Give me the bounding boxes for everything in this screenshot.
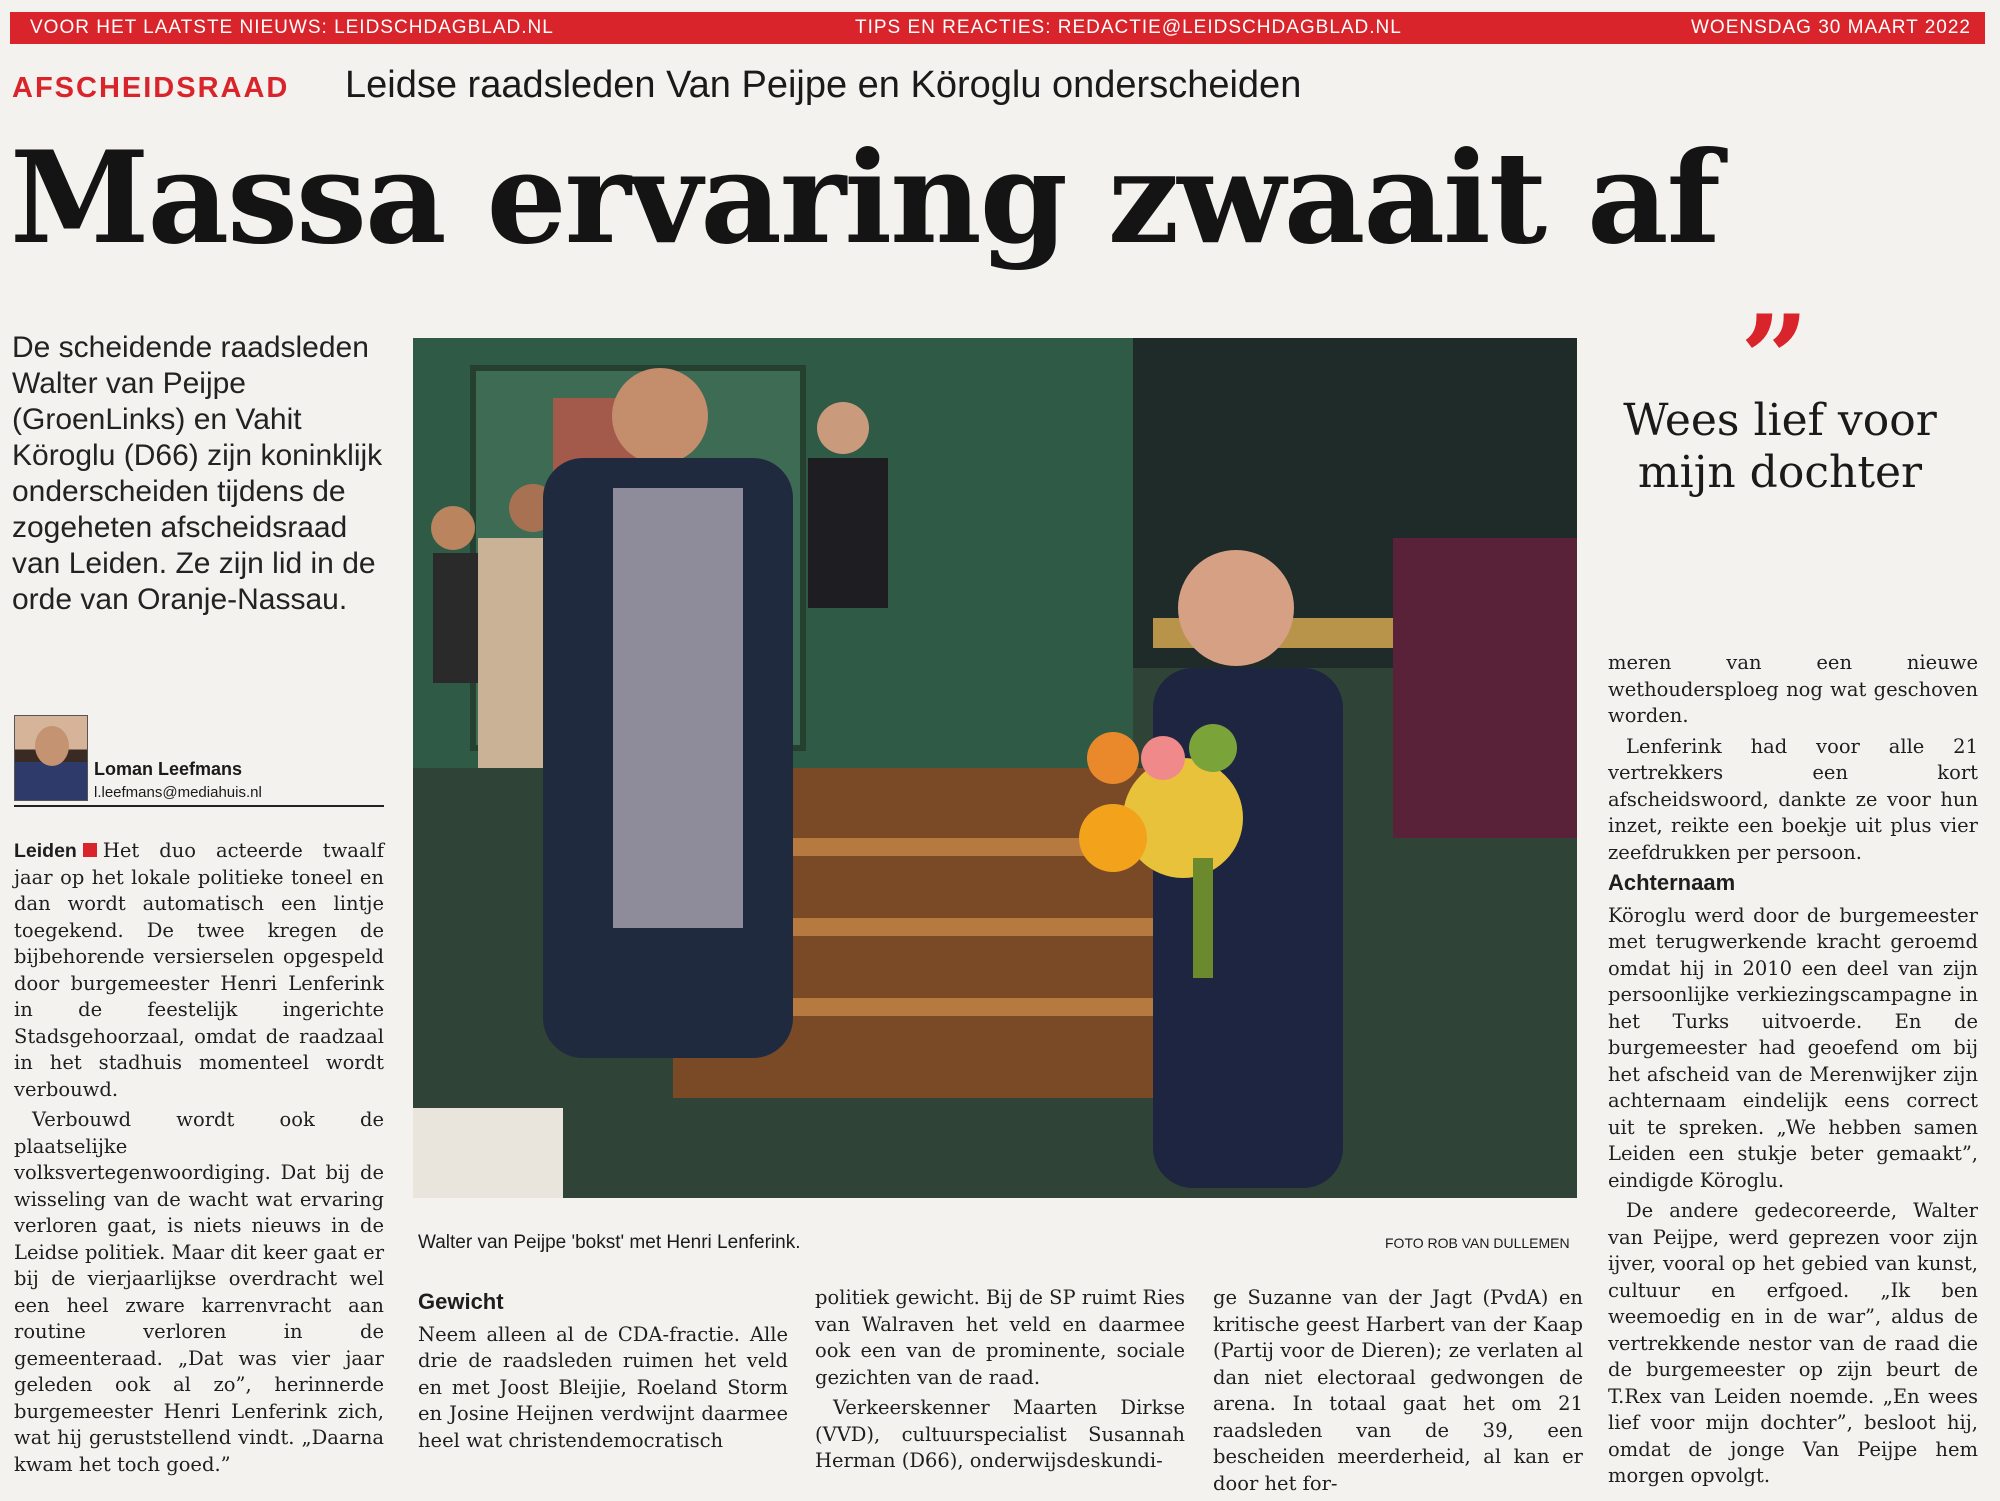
paragraph: politiek gewicht. Bij de SP ruimt Ries van Walraven het veld en daarmee ook een van de prominente, sociale gezichten van de raad. — [815, 1286, 1185, 1389]
column-4 — [1213, 1285, 1583, 1501]
photo-credit: FOTO ROB VAN DULLEMEN — [1385, 1235, 1570, 1251]
article-photo — [413, 338, 1577, 1198]
section-heading: Achternaam — [1608, 870, 1736, 895]
author-avatar — [14, 715, 88, 801]
column-3 — [815, 1285, 1185, 1479]
author-name: Loman Leefmans — [94, 759, 243, 779]
paragraph: Köroglu werd door de burgemeester met terugwerkende kracht geroemd omdat hij in 2010 een deel van zijn persoonlijke verkiezingscampagne in het Turks uitvoerde. En de burgemeester had geoefend om bij het afscheid van de Merenwijker zijn achternaam eindelijk eens correct uit te spreken. „We hebben samen Leiden een stukje beter gemaakt”, eindigde Köroglu. — [1608, 903, 1978, 1192]
issue-date: WOENSDAG 30 MAART 2022 — [1690, 17, 1971, 38]
paragraph: Neem alleen al de CDA-fractie. Alle drie de raadsleden ruimen het veld en met Joost Bleijie, Roeland Storm en Josine Heijnen verdwijnt daarmee heel wat christendemocratisch — [418, 1322, 788, 1452]
article-intro: De scheidende raadsleden Walter van Peijpe (GroenLinks) en Vahit Köroglu (D66) zijn koninklijk onderscheiden tijdens de zogeheten afscheidsraad van Leiden. Ze zijn lid in de orde van Oranje-Nassau. — [12, 331, 383, 616]
photo-caption: Walter van Peijpe 'bokst' met Henri Lenferink. — [418, 1232, 801, 1253]
paragraph: ge Suzanne van der Jagt (PvdA) en kritische geest Harbert van der Kaap (Partij voor de Dieren); ze verlaten al dan niet electoraal gedwongen de arena. In totaal gaat het om 21 raadsleden van de 39, een bescheiden meerderheid, al kan er door het for- — [1213, 1286, 1583, 1495]
byline — [14, 715, 384, 807]
dateline-square-icon — [83, 843, 97, 857]
paragraph: Lenferink had voor alle 21 vertrekkers een kort afscheidswoord, dankte ze voor hun inzet, reikte een boekje uit plus vier zeefdrukken per persoon. — [1608, 734, 1978, 864]
quote-mark-icon: ” — [1740, 289, 1810, 430]
article-subhead: Leidse raadsleden Van Peijpe en Köroglu onderscheiden — [345, 64, 1302, 106]
column-2 — [418, 1285, 788, 1458]
article-headline: Massa ervaring zwaait af — [10, 124, 1719, 272]
column-5 — [1608, 650, 1978, 1494]
news-link[interactable]: VOOR HET LAATSTE NIEUWS: LEIDSCHDAGBLAD.NL — [30, 17, 554, 38]
article-kicker: AFSCHEIDSRAAD — [12, 72, 290, 104]
tips-link[interactable]: TIPS EN REACTIES: REDACTIE@LEIDSCHDAGBLAD.NL — [855, 17, 1402, 38]
paragraph: Leiden Het duo acteerde twaalf jaar op het lokale politieke toneel en dan wordt automatisch een lintje toegekend. De twee kregen de bijbehorende versierselen opgespeld door burgemeester Henri Lenferink in de feestelijk ingerichte Stadsgehoorzaal, omdat de raadzaal in het stadhuis momenteel wordt verbouwd. — [14, 839, 384, 1101]
paragraph: De andere gedecoreerde, Walter van Peijpe, werd geprezen voor zijn ijver, vooral op het gebied van kunst, cultuur en erfgoed. „Ik ben weemoedig en in de war”, aldus de vertrekkende nestor van de raad die de burgemeester op zijn beurt de T.Rex van Leiden noemde. „En wees lief voor mijn dochter”, besloot hij, omdat de jonge Van Peijpe hem morgen opvolgt. — [1608, 1199, 1978, 1487]
author-email[interactable]: l.leefmans@mediahuis.nl — [94, 784, 262, 801]
masthead-bar — [10, 12, 1985, 44]
section-heading: Gewicht — [418, 1289, 504, 1314]
dateline: Leiden — [14, 840, 77, 862]
pull-quote: Wees lief voor mijn dochter — [1623, 395, 1937, 498]
column-1 — [14, 838, 384, 1482]
paragraph: Verbouwd wordt ook de plaatselijke volksvertegenwoordiging. Dat bij de wisseling van de wacht wat ervaring verloren gaat, is niets nieuws in de Leidse politiek. Maar dit keer gaat er bij de vierjaarlijkse overdracht wel een heel zware karrenvracht aan routine verloren in de gemeenteraad. „Dat was vier jaar geleden ook al zo”, herinnerde burgemeester Henri Lenferink zich, wat hij geruststellend vindt. „Daarna kwam het toch goed.” — [14, 1108, 385, 1476]
photo-illustration — [413, 338, 1577, 1198]
paragraph: Verkeerskenner Maarten Dirkse (VVD), cultuurspecialist Susannah Herman (D66), onderwijsdeskundi- — [815, 1396, 1185, 1472]
paragraph: meren van een nieuwe wethoudersploeg nog wat geschoven worden. — [1608, 651, 1978, 727]
